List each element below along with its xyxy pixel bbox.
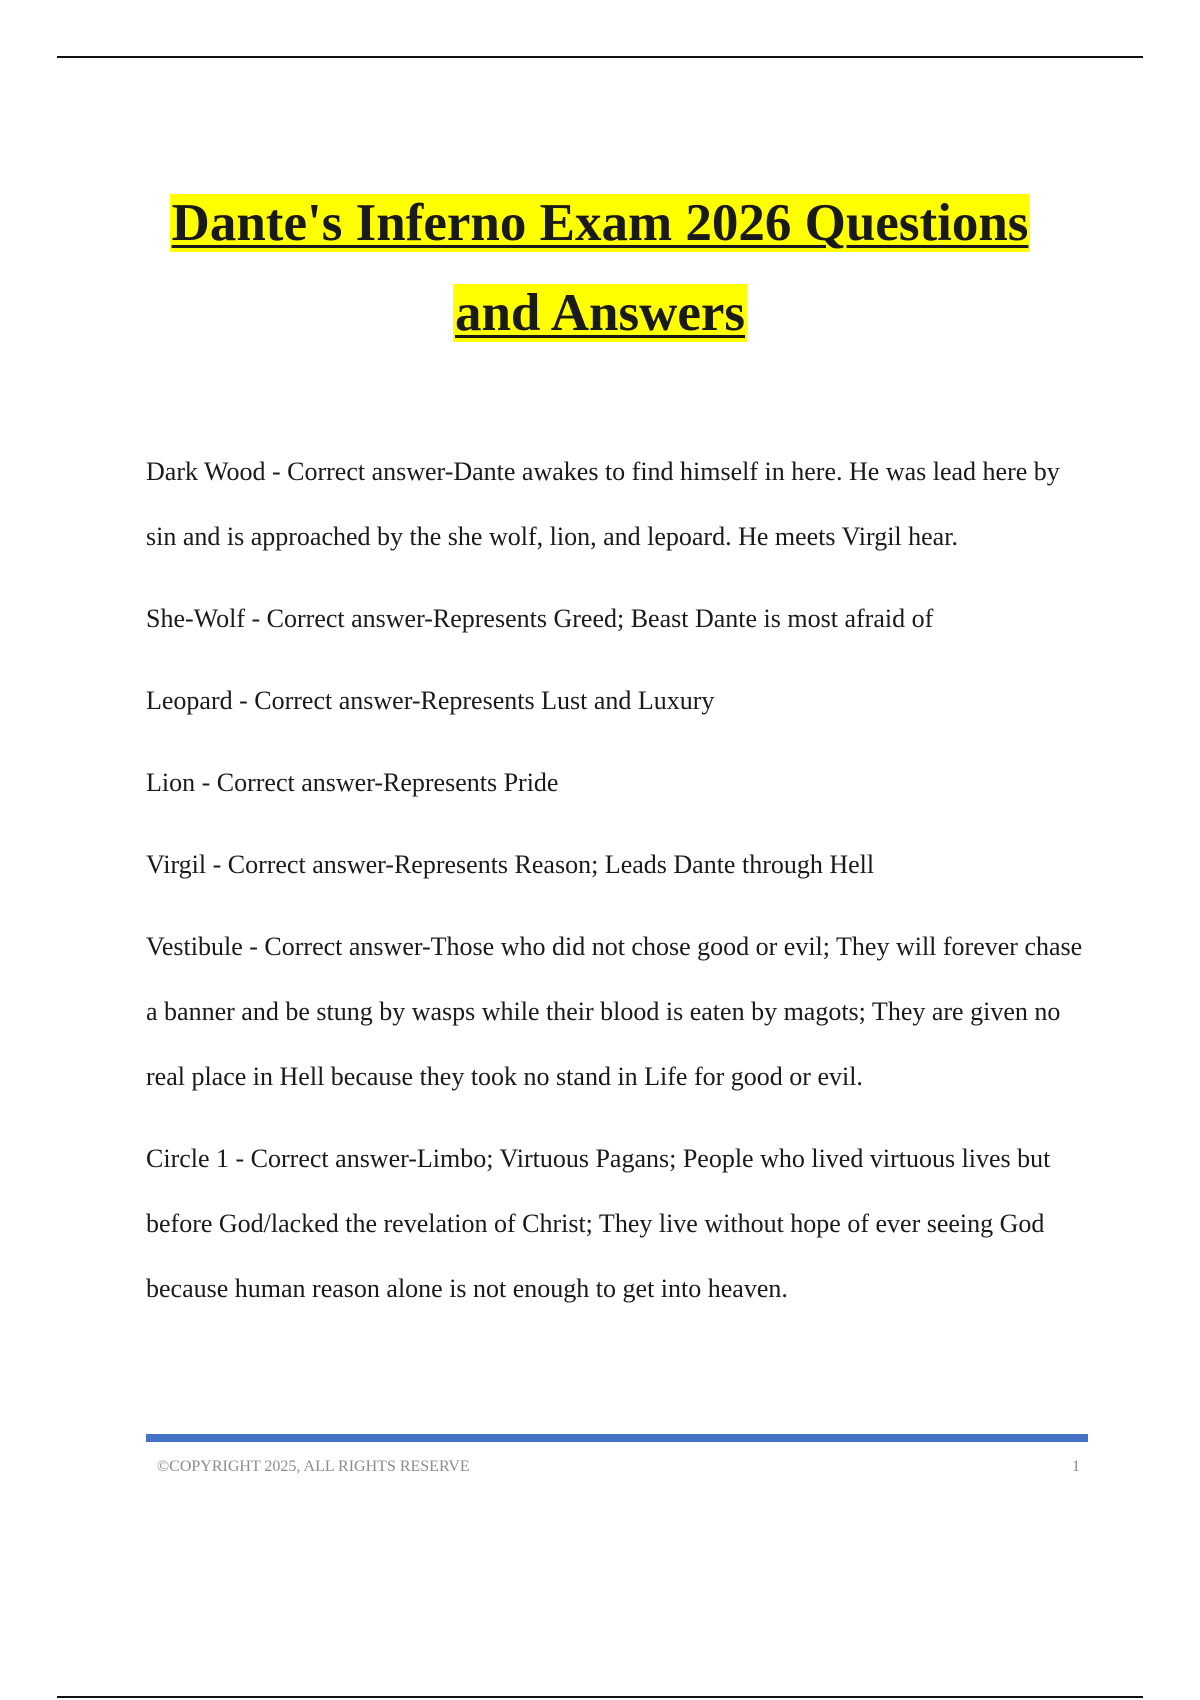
- bottom-divider: [57, 1696, 1143, 1698]
- qa-dark-wood: Dark Wood - Correct answer-Dante awakes to find himself in here. He was lead here by sin and is approached by the she wolf, lion, and lepoard. He meets Virgil hear.: [146, 457, 1060, 551]
- title-line-1: [0, 178, 1200, 268]
- qa-circle-1: Circle 1 - Correct answer-Limbo; Virtuous Pagans; People who lived virtuous lives but before God/lacked the revelation of Christ; They live without hope of ever seeing God because human reason alone is not enough to get into heaven.: [146, 1144, 1051, 1303]
- qa-leopard: Leopard - Correct answer-Represents Lust and Luxury: [146, 686, 715, 715]
- title-line-2-text: and Answers: [454, 284, 746, 342]
- qa-virgil: Virgil - Correct answer-Represents Reason; Leads Dante through Hell: [146, 850, 875, 879]
- page-number: 1: [1072, 1458, 1080, 1475]
- footer-divider: [146, 1434, 1088, 1442]
- title-line-2: [0, 268, 1200, 358]
- title-line-1-text: Dante's Inferno Exam 2026 Questions: [171, 194, 1029, 252]
- qa-vestibule: Vestibule - Correct answer-Those who did not chose good or evil; They will forever chase a banner and be stung by wasps while their blood is eaten by magots; They are given no real place in Hell because they took no stand in Life for good or evil.: [146, 932, 1083, 1091]
- top-divider: [57, 56, 1143, 58]
- footer-copyright: ©COPYRIGHT 2025, ALL RIGHTS RESERVE: [157, 1458, 470, 1475]
- qa-list: [146, 439, 1090, 1338]
- qa-she-wolf: She-Wolf - Correct answer-Represents Greed; Beast Dante is most afraid of: [146, 604, 934, 633]
- qa-lion: Lion - Correct answer-Represents Pride: [146, 768, 559, 797]
- document-title: [0, 178, 1200, 358]
